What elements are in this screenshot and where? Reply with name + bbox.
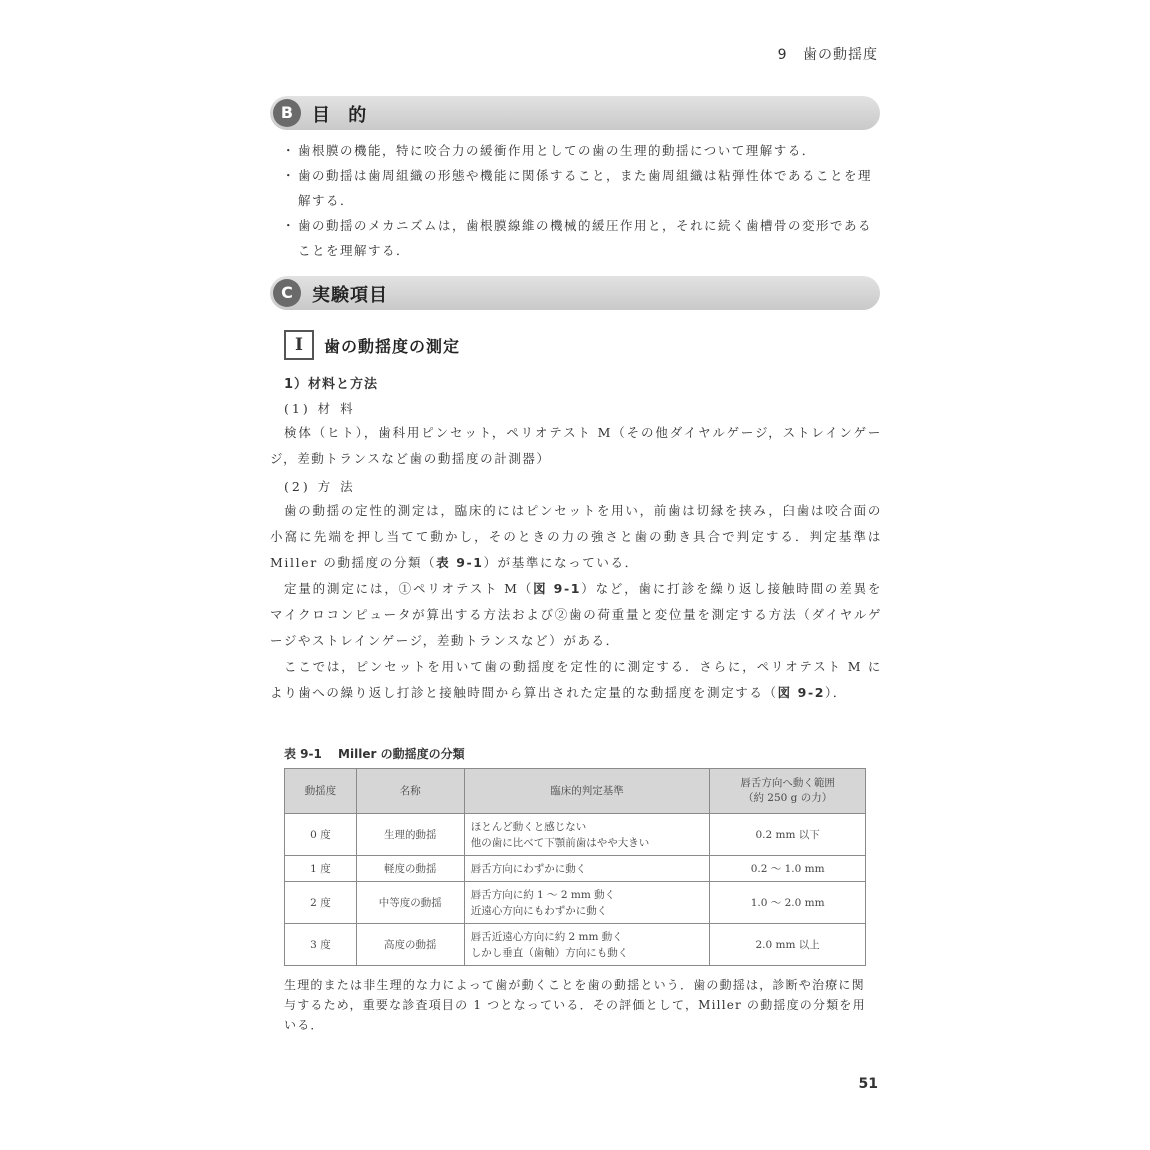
table-title: Miller の動揺度の分類 [338,747,465,761]
table-label: 表 9-1 [284,747,322,761]
chapter-title: 歯の動揺度 [803,47,878,63]
list-item: ・ 歯の動揺のメカニズムは，歯根膜線維の機械的緩圧作用と，それに続く歯槽骨の変形であることを理解する． [284,213,882,263]
method-heading: (2) 方 法 [284,479,356,494]
column-header: 動揺度 [285,769,357,814]
purpose-list [284,138,882,263]
range-cell: 0.2 ～ 1.0 mm [710,856,866,882]
subsection-title: 歯の動揺度の測定 [324,336,461,356]
table-header-row [285,769,866,814]
list-item: ・ 歯の動揺は歯周組織の形態や機能に関係すること，また歯周組織は粘弾性体であることを理解する． [284,163,882,213]
name-cell: 生理的動揺 [356,814,464,856]
grade-cell: 3 度 [285,924,357,966]
range-cell: 2.0 mm 以上 [710,924,866,966]
miller-mobility-table [284,768,866,966]
criteria-cell: 唇舌方向にわずかに動く [464,856,710,882]
column-header: 臨床的判定基準 [464,769,710,814]
range-cell: 1.0 ～ 2.0 mm [710,882,866,924]
section-header-purpose [270,96,880,130]
criteria-cell: 唇舌方向に約 1 ～ 2 mm 動く 近遠心方向にもわずかに動く [464,882,710,924]
table-row [285,814,866,856]
running-head [778,44,878,64]
column-header: 名称 [356,769,464,814]
section-title: 実験項目 [312,285,388,306]
name-cell: 高度の動揺 [356,924,464,966]
range-cell: 0.2 mm 以下 [710,814,866,856]
grade-cell: 2 度 [285,882,357,924]
materials-heading: (1) 材 料 [284,401,356,416]
list-item: ・ 歯根膜の機能，特に咬合力の緩衝作用としての歯の生理的動揺について理解する． [284,138,882,163]
table-row [285,924,866,966]
materials-text: 検体（ヒト），歯科用ピンセット，ペリオテスト M（その他ダイヤルゲージ，ストレインゲージ，差動トランスなど歯の動揺度の計測器） [270,425,882,466]
method-paragraph-2: 定量的測定には，①ペリオテスト M（図 9-1）など，歯に打診を繰り返し接触時間の差異をマイクロコンピュータが算出する方法および②歯の荷重量と変位量を測定する方法（ダイヤルゲージやストレインゲージ，差動トランスなど）がある． [270,581,882,648]
chapter-number: 9 [777,47,788,63]
subsection-heading [284,330,460,360]
grade-cell: 0 度 [285,814,357,856]
section-title: 目 的 [312,105,373,126]
criteria-cell: ほとんど動くと感じない 他の歯に比べて下顎前歯はやや大きい [464,814,710,856]
table-reference: 表 9-1 [436,555,484,570]
table-row [285,856,866,882]
table-caption [284,745,465,762]
method-paragraph-3: ここでは，ピンセットを用いて歯の動揺度を定性的に測定する．さらに，ペリオテスト M により歯への繰り返し打診と接触時間から算出された定量的な動揺度を測定する（図 9-2）． [270,659,882,700]
table-row [285,882,866,924]
column-header: 唇舌方向へ動く範囲 （約 250 g の力） [710,769,866,814]
materials-methods-heading: 1）材料と方法 [284,377,379,392]
section-badge: C [273,279,301,307]
grade-cell: 1 度 [285,856,357,882]
page-number: 51 [858,1076,878,1092]
section-header-experiments [270,276,880,310]
method-paragraph-1: 歯の動揺の定性的測定は，臨床的にはピンセットを用い，前歯は切縁を挟み，臼歯は咬合面の小窩に先端を押し当てて動かし，そのときの力の強さと歯の動き具合で判定する．判定基準は Miller の動揺度の分類（表 9-1）が基準になっている． [270,503,882,570]
section-badge: B [273,99,301,127]
criteria-cell: 唇舌近遠心方向に約 2 mm 動く しかし垂直（歯軸）方向にも動く [464,924,710,966]
figure-reference: 図 9-2 [777,685,826,700]
name-cell: 軽度の動揺 [356,856,464,882]
figure-reference: 図 9-1 [533,581,582,596]
roman-numeral-box: I [284,330,314,360]
name-cell: 中等度の動揺 [356,882,464,924]
table-note: 生理的または非生理的な力によって歯が動くことを歯の動揺という．歯の動揺は，診断や治療に関与するため，重要な診査項目の 1 つとなっている．その評価として，Miller の動揺度の分類を用いる． [284,978,866,1032]
